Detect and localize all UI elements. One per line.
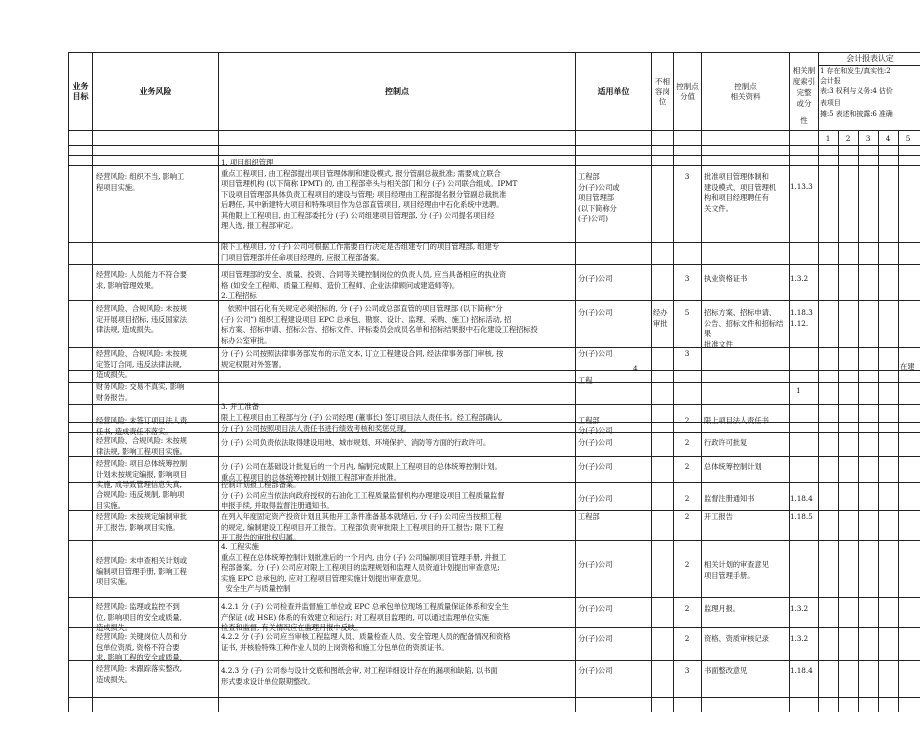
acc-col-2: 2 xyxy=(845,134,851,143)
materials-cell: 招标方案、招标申请、 公告、招标文件和招标结果 批准文件 xyxy=(704,308,784,349)
score-cell: 2 xyxy=(684,438,690,447)
materials-cell: 执业资格证书 xyxy=(704,274,748,283)
unit-cell: 分(子)公司 xyxy=(578,494,613,503)
header-index: 相关制 度索引 完整 或分 性 xyxy=(789,52,818,130)
index-cell: 1.18.4 xyxy=(790,666,813,675)
accounting-legend-4: 表项目 xyxy=(820,99,841,107)
control-cell: 分 (子) 公司按照项目法人责任书进行绩效考核和奖惩兑现。 xyxy=(221,424,411,433)
materials-cell: 批准项目管理体制和 建设模式、项目管理机 构和项目经理聘任有 关文件。 xyxy=(704,172,776,213)
index-cell: 1.3.2 xyxy=(790,604,809,613)
score-cell: 2 xyxy=(684,512,690,521)
accounting-legend-5: 摊:5 表述和披露:6 准确 xyxy=(820,110,893,118)
unit-cell: 分(子)公司 xyxy=(578,462,613,471)
risk-cell: 经营风险、合规风险: 未按规 定签订合同, 违反法律法规, 造成损失。 xyxy=(96,349,187,379)
materials-cell: 书面整改意见 xyxy=(704,666,748,675)
header-incompatible: 不相 容岗 位 xyxy=(651,52,673,130)
unit-cell: 分(子)公司 xyxy=(578,438,613,447)
score-cell: 3 xyxy=(684,666,690,675)
score-cell: 2 xyxy=(684,462,690,471)
risk-cell: 经营风险: 未跟踪落实整改, 造成损失。 xyxy=(96,664,182,684)
accounting-title: 会计报表认定 xyxy=(846,54,894,63)
unit-cell: 分(子)公司 xyxy=(578,308,613,317)
header-materials: 控制点 相关资料 xyxy=(701,52,789,130)
materials-cell: 相关计划的审查意见 项目管理手册。 xyxy=(704,560,769,580)
control-cell: 依照中国石化有关规定必须招标的, 分 (子) 公司或总部直管的项目管理部 (以下简称“分 (子) 公司”) 组织工程建设项目 EPC 总承包、勘察、设计、监理、采购、施工) 招标活动, 招 标方案、招标申请、招标公告、招标文件、评标委员会成员名单和招标结果报中石化建设工程招标投 标办公室审批。 xyxy=(221,304,538,345)
materials-cell: 总体统筹控制计划 xyxy=(704,462,762,471)
unit-cell: 工程 xyxy=(578,376,593,385)
score-cell: 3 xyxy=(684,274,690,283)
materials-cell: 资格、资质审核记录 xyxy=(704,634,769,643)
index-cell: 1.18.3 1.12. xyxy=(790,308,813,328)
acc-col-4: 4 xyxy=(885,134,891,143)
score-cell: 2 xyxy=(684,604,690,613)
acc-mark-cell: 在建 xyxy=(900,362,915,371)
control-cell: 在列入年度固定资产投资计划且其他开工条件准备基本就绪后, 分 (子) 公司应当按照工程 的规定, 编制建设工程项目开工报告。工程部负责审批限上工程项目的开工报告; 限下工程 开工报告的审批权归属。 xyxy=(221,512,504,542)
risk-cell: 经营风险: 项目总体统筹控制 计划未按规定编报, 影响项目 实施, 成导致管理信息失真, xyxy=(96,459,187,489)
acc-col-3: 3 xyxy=(865,134,871,143)
accounting-legend-2: 会计报 xyxy=(820,77,841,85)
header-score: 控制点 分值 xyxy=(673,52,701,130)
header-risk: 业务风险 xyxy=(92,52,218,130)
risk-cell: 经营风险、合规风险: 未按规 定开展项目招标, 违反国家法 律法规, 造成损失。 xyxy=(96,304,187,334)
index-cell: 1.18.4 xyxy=(790,494,813,503)
risk-cell: 经营风险: 未按规定编制审批 开工报告, 影响项目实施。 xyxy=(96,512,187,532)
unit-cell: 工程部 xyxy=(578,416,600,425)
unit-cell: 分(子)公司 xyxy=(578,666,613,675)
unit-cell: 分(子)公司 xyxy=(578,560,613,569)
control-cell: 分 (子) 公司在基础设计批复后的一个月内, 编制完成限上工程项目的总体统筹控制计划。 重点工程项目的总体统筹控制计划报工程部审查并批准。 xyxy=(221,462,502,482)
score-cell: 2 xyxy=(684,416,690,425)
materials-cell: 限上项目法人责任书 xyxy=(704,416,769,425)
risk-cell: 经营风险: 未申查相关计划或 编制项目管理手册, 影响工程 项目实施。 xyxy=(96,556,187,586)
risk-cell: 经营风险: 人员能力不符合要 求, 影响管理效果。 xyxy=(96,270,187,290)
control-cell: 4.2.3 分 (子) 公司参与设计交底和图纸会审, 对工程详细设计存在的漏项和缺陷, 以书面 形式要求设计单位限期整改。 xyxy=(221,666,498,686)
header-unit: 适用单位 xyxy=(575,52,651,130)
index-cell: 1.3.2 xyxy=(790,274,809,283)
header-control: 控制点 xyxy=(218,52,575,130)
risk-cell: 经营风险: 未签订项目法人责 任书, 造成责任不落实。 xyxy=(96,416,187,436)
risk-cell: 经营风险: 关键岗位人员和分 包单位资质, 资格不符合要 求, 影响工程的安全或质量, xyxy=(96,632,187,662)
index-cell: 1.3.2 xyxy=(790,634,809,643)
materials-cell: 监理月报。 xyxy=(704,604,740,613)
unit-cell: 工程部 分(子)公司或 项目管理部 (以下简称分 (子)公司) xyxy=(578,172,620,223)
score-cell: 3 xyxy=(684,172,690,181)
header-accounting xyxy=(818,52,920,130)
risk-cell: 财务风险: 交易不真实, 影响 财务报告。 xyxy=(96,382,185,402)
unit-cell: 分(子)公司 xyxy=(578,349,613,358)
unit-cell: 分(子)公司 xyxy=(578,634,613,643)
score-cell: 2 xyxy=(684,494,690,503)
materials-cell: 行政许可批复 xyxy=(704,438,748,447)
acc-col-5: 5 xyxy=(905,134,911,143)
control-cell: 1. 项目组织管理 重点工程项目, 由工程部提出项目管理体制和建设模式, 报分管副总裁批准; 需要成立联合 项目管理机构 (以下简称 IPMT) 的, 由工程部牵头与相关部门和分 (子) 公司联合组成。IPMT 下设项目管理部具体负责工程项目的建设与管理; 项目经理由工程部提名报分管副总裁批准 后聘任, 其中新建特大项目和特殊项目作为总部直管项目, 项目经理由中石化系统中选聘。 其他限上工程项目, 由工程部委托分 (子) 公司组建项目管理部, 分 (子) 公司提名项目经 理人选, 报工程部审定。 xyxy=(221,158,518,230)
risk-cell: 合规风险: 违反规制, 影响项 目实施。 xyxy=(96,490,185,510)
control-cell: 分 (子) 公司负责依法取得建设用地、城市规划、环境保护、消防等方面的行政许可。 xyxy=(221,438,491,447)
score-cell: 2 xyxy=(684,560,690,569)
accounting-legend-1: 1 存在和发生/真实性:2 xyxy=(820,67,891,75)
index-cell: 1.13.3 xyxy=(790,182,813,191)
unit-cell: 分(子)公司 xyxy=(578,426,613,435)
index-cell: 1 xyxy=(796,386,801,395)
risk-cell: 经营风险、合规风险: 未按规 律法规, 影响工程项目实施。 xyxy=(96,436,187,456)
control-cell: 4.2.2 分 (子) 公司应当审核工程监理人员、质量检查人员、安全管理人员的配备情况和资格 证书, 并核验特殊工种作业人员的上岗资格和施工分包单位的资质证书。 xyxy=(221,632,511,652)
incompatible-cell: 经办 审批 xyxy=(653,308,668,328)
control-cell: 限下工程项目, 分 (子) 公司可根据工作需要自行决定是否组建专门的项目管理部, 组建专 门项目管理部并任命项目经理的, 应报工程部备案。 xyxy=(221,242,499,262)
control-cell: 分 (子) 公司按照法律事务部发布的示范文本, 订立工程建设合同, 经法律事务部门审核, 按 规定权限对外签署。 xyxy=(221,349,504,369)
materials-cell: 开工报告 xyxy=(704,512,733,521)
control-cell: 4.2.1 分 (子) 公司检查并监督施工单位或 EPC 总承包单位现场工程质量保证体系和安全生 产保证 (或 HSE) 体系的有效建立和运行; 对工程项目监理的, 可以通过监理单位实施 检查和监督, 有关情况应在监理月报中反映。 xyxy=(221,602,509,632)
control-cell: 3. 开工准备 限上工程项目由工程部与分 (子) 公司经理 (董事长) 签订项目法人责任书。经工程部确认, xyxy=(221,402,503,422)
risk-cell: 经营风险: 组织不当, 影响工 程项目实施。 xyxy=(96,172,185,192)
risk-cell: 经营风险: 监理或监控不到 位, 影响项目的安全或质量, 造成损失。 xyxy=(96,602,182,632)
control-cell: 4. 工程实施 重点工程在总体统筹控制计划批准后的一个月内, 由分 (子) 公司编制项目管理手册, 并报工 程部备案。分 (子) 公司应对限上工程项目的监理规划和监理人员资道计划提出审查意见; 实施 EPC 总承包的, 应对工程项目管理实施计划提出审查意见。 安全生产与质量控制 xyxy=(221,542,507,593)
materials-cell: 监督注册通知书 xyxy=(704,494,755,503)
score-cell: 5 xyxy=(684,308,690,317)
control-matrix-sheet xyxy=(68,52,920,712)
score-cell: 2 xyxy=(684,634,690,643)
index-cell: 1.18.5 xyxy=(790,512,813,521)
unit-cell: 分(子)公司 xyxy=(578,604,613,613)
control-cell: 控制计划报工程部备案。 分 (子) 公司应当依法向政府授权的石油化工工程质量监督机构办理建设项目工程质量监督 申报手续, 并取得监督注册通知书。 xyxy=(221,480,505,510)
accounting-legend-3: 表:3 权利与义务:4 估价 xyxy=(820,87,893,95)
score-cell: 3 xyxy=(684,349,690,358)
acc-col-1: 1 xyxy=(825,134,831,143)
control-cell: 项目管理部的安全、质量、投资、合同等关键控制岗位的负责人员, 应当具备相应的执业资 格 (如安全工程师、质量工程师、造价工程师、企业法律顾问或建造师等)。 2.工程招标 xyxy=(221,270,507,300)
unit-cell: 工程部 xyxy=(578,512,600,521)
score-cell: 4 xyxy=(633,364,638,373)
header-objective: 业务 目标 xyxy=(68,52,92,130)
unit-cell: 分(子)公司 xyxy=(578,274,613,283)
